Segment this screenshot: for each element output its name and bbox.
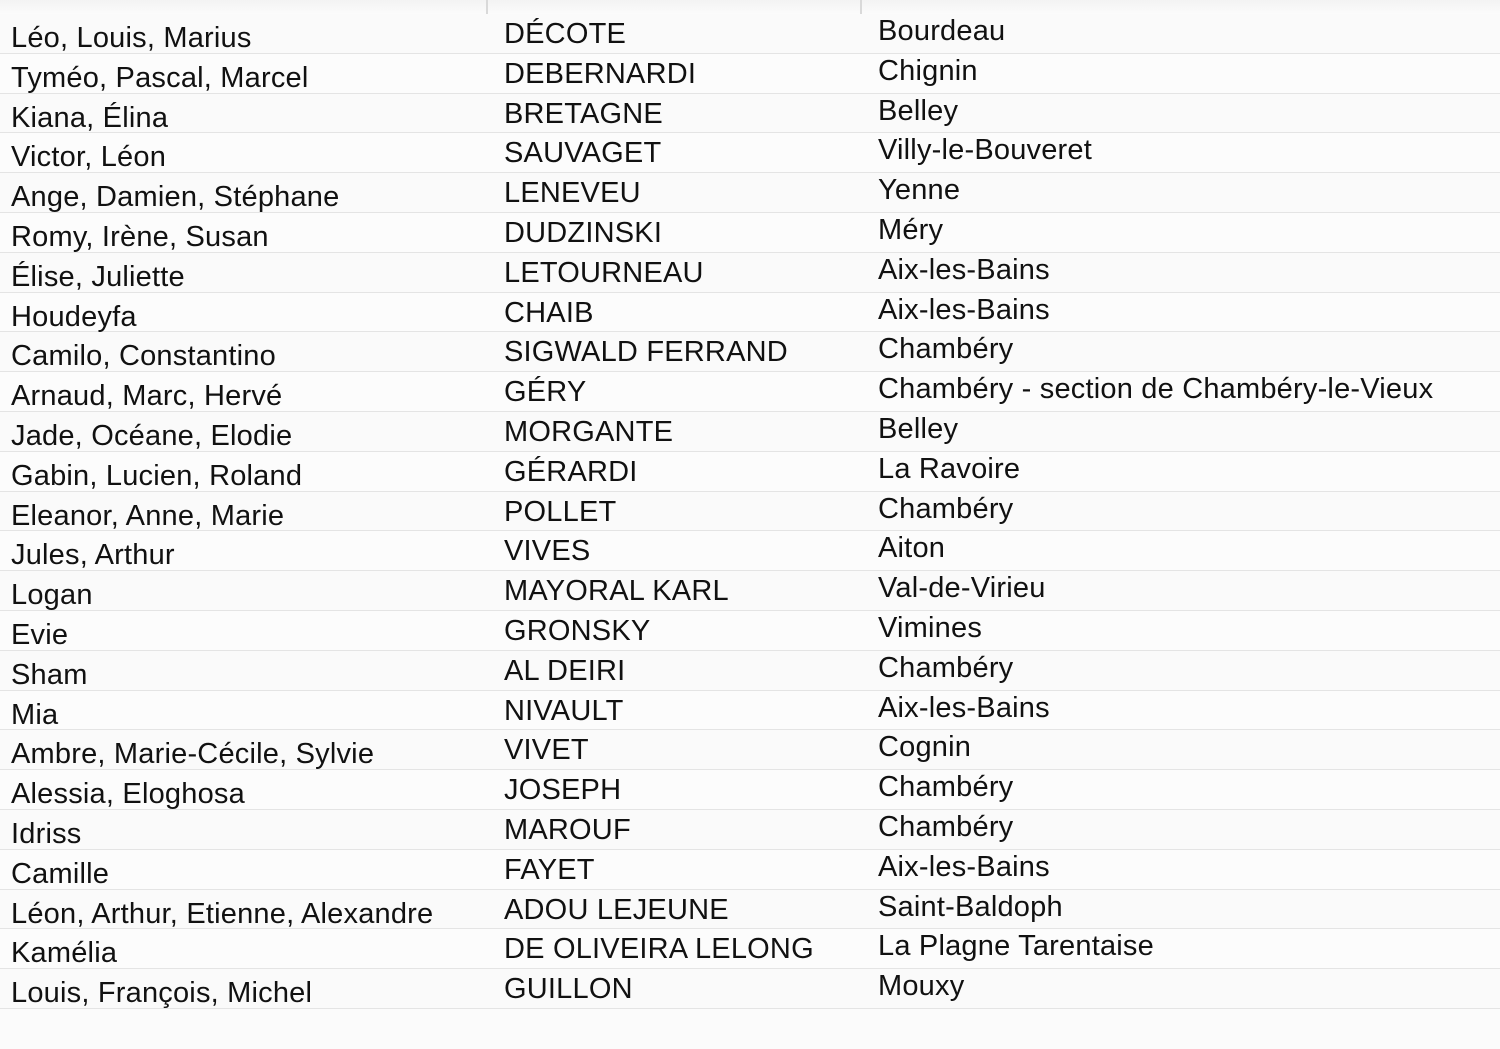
first-names-cell: Jules, Arthur — [11, 539, 175, 572]
table-row — [0, 332, 1500, 372]
table-row — [0, 94, 1500, 134]
first-names-cell: Arnaud, Marc, Hervé — [11, 380, 283, 413]
town-cell: Cognin — [878, 731, 972, 764]
town-cell: Chambéry — [878, 333, 1014, 366]
table-row — [0, 293, 1500, 333]
last-name-cell: LETOURNEAU — [504, 256, 704, 289]
town-cell: Aix-les-Bains — [878, 691, 1050, 724]
first-names-cell: Élise, Juliette — [11, 260, 185, 293]
town-cell: Belley — [878, 412, 959, 445]
table-row — [0, 412, 1500, 452]
town-cell: La Plagne Tarentaise — [878, 930, 1154, 963]
last-name-cell: MAROUF — [504, 813, 631, 846]
last-name-cell: SAUVAGET — [504, 137, 662, 170]
table-row — [0, 929, 1500, 969]
table-row — [0, 213, 1500, 253]
last-name-cell: POLLET — [504, 495, 617, 528]
first-names-cell: Ambre, Marie-Cécile, Sylvie — [11, 738, 375, 771]
first-names-cell: Kiana, Élina — [11, 101, 169, 134]
table-row — [0, 173, 1500, 213]
column-separator — [486, 0, 488, 14]
table-row — [0, 531, 1500, 571]
last-name-cell: DE OLIVEIRA LELONG — [504, 933, 814, 966]
last-name-cell: NIVAULT — [504, 694, 624, 727]
town-cell: Chambéry — [878, 492, 1014, 525]
last-name-cell: DÉCOTE — [504, 18, 627, 50]
town-cell: Mouxy — [878, 970, 965, 1003]
first-names-cell: Sham — [11, 658, 88, 691]
first-names-cell: Louis, François, Michel — [11, 977, 313, 1010]
last-name-cell: VIVES — [504, 535, 591, 568]
first-names-cell: Ange, Damien, Stéphane — [11, 181, 340, 214]
last-name-cell: CHAIB — [504, 296, 594, 329]
table-row — [0, 571, 1500, 611]
town-cell: Chambéry — [878, 651, 1014, 684]
table-top-border — [0, 0, 1500, 15]
table-row — [0, 372, 1500, 412]
table-row — [0, 810, 1500, 850]
last-name-cell: LENEVEU — [504, 177, 641, 210]
first-names-cell: Léo, Louis, Marius — [11, 22, 252, 54]
town-cell: Méry — [878, 213, 944, 246]
table-row — [0, 850, 1500, 890]
last-name-cell: GÉRY — [504, 376, 587, 409]
table-row — [0, 54, 1500, 94]
town-cell: Aix-les-Bains — [878, 253, 1050, 286]
table-row — [0, 890, 1500, 930]
table-row — [0, 452, 1500, 492]
town-cell: Aix-les-Bains — [878, 850, 1050, 883]
table-row — [0, 133, 1500, 173]
town-cell: Villy-le-Bouveret — [878, 134, 1093, 167]
last-name-cell: GUILLON — [504, 973, 633, 1006]
last-name-cell: GÉRARDI — [504, 455, 638, 488]
last-name-cell: GRONSKY — [504, 614, 651, 647]
town-cell: La Ravoire — [878, 452, 1021, 485]
first-names-cell: Alessia, Eloghosa — [11, 778, 245, 811]
town-cell: Val-de-Virieu — [878, 572, 1046, 605]
last-name-cell: FAYET — [504, 853, 595, 886]
last-name-cell: ADOU LEJEUNE — [504, 893, 729, 926]
table-row — [0, 611, 1500, 651]
last-name-cell: JOSEPH — [504, 774, 622, 807]
first-names-cell: Houdeyfa — [11, 300, 137, 333]
first-names-cell: Camilo, Constantino — [11, 340, 276, 373]
last-name-cell: DEBERNARDI — [504, 57, 697, 90]
first-names-cell: Camille — [11, 857, 110, 890]
last-name-cell: SIGWALD FERRAND — [504, 336, 788, 369]
town-cell: Chambéry — [878, 810, 1014, 843]
last-name-cell: VIVET — [504, 734, 589, 767]
table-row — [0, 691, 1500, 731]
table-row — [0, 651, 1500, 691]
column-separator — [860, 0, 862, 14]
first-names-cell: Eleanor, Anne, Marie — [11, 499, 285, 532]
table-row — [0, 969, 1500, 1009]
last-name-cell: MORGANTE — [504, 415, 674, 448]
first-names-cell: Evie — [11, 618, 69, 651]
first-names-cell: Victor, Léon — [11, 141, 167, 174]
town-cell: Aiton — [878, 532, 946, 565]
first-names-cell: Romy, Irène, Susan — [11, 220, 269, 253]
town-cell: Aix-les-Bains — [878, 293, 1050, 326]
last-name-cell: BRETAGNE — [504, 97, 663, 130]
table-row — [0, 492, 1500, 532]
first-names-cell: Jade, Océane, Elodie — [11, 419, 293, 452]
town-cell: Vimines — [878, 611, 983, 644]
table-row — [0, 253, 1500, 293]
town-cell: Chignin — [878, 54, 978, 87]
table-row — [0, 14, 1500, 54]
first-names-cell: Gabin, Lucien, Roland — [11, 459, 303, 492]
last-name-cell: AL DEIRI — [504, 654, 626, 687]
first-names-cell: Idriss — [11, 817, 82, 850]
town-cell: Bourdeau — [878, 15, 1006, 47]
first-names-cell: Kamélia — [11, 937, 118, 970]
town-cell: Yenne — [878, 174, 961, 207]
last-name-cell: DUDZINSKI — [504, 216, 663, 249]
table-row — [0, 730, 1500, 770]
first-names-cell: Logan — [11, 579, 93, 612]
town-cell: Chambéry — [878, 771, 1014, 804]
first-names-cell: Léon, Arthur, Etienne, Alexandre — [11, 897, 434, 930]
last-name-cell: MAYORAL KARL — [504, 575, 729, 608]
first-names-cell: Mia — [11, 698, 59, 731]
town-cell: Saint-Baldoph — [878, 890, 1063, 923]
names-table — [0, 14, 1500, 1009]
town-cell: Chambéry - section de Chambéry-le-Vieux — [878, 373, 1434, 406]
first-names-cell: Tyméo, Pascal, Marcel — [11, 61, 309, 94]
town-cell: Belley — [878, 94, 959, 127]
table-row — [0, 770, 1500, 810]
